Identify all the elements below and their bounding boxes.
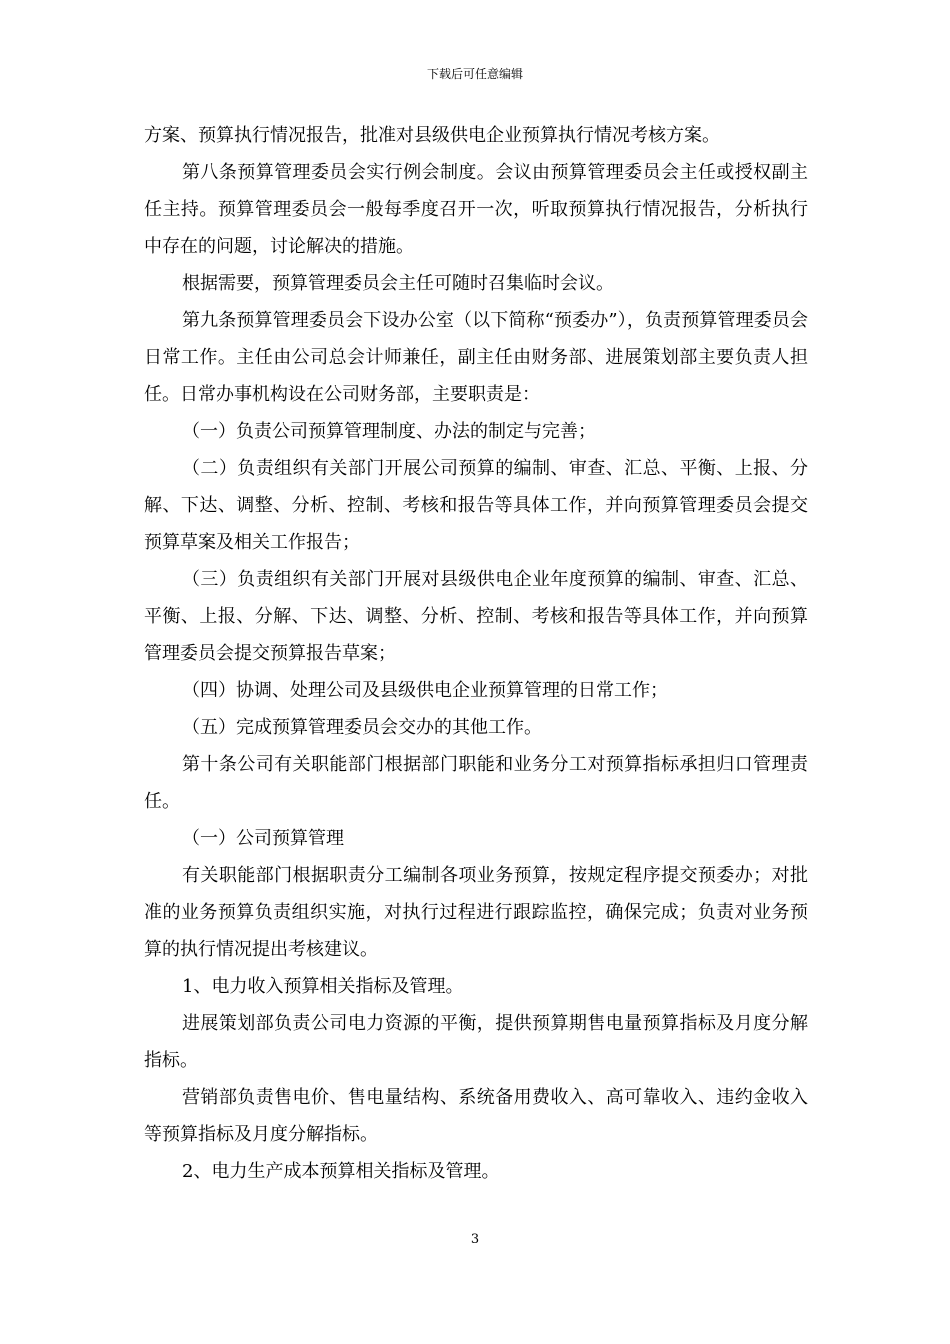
- page-number: 3: [470, 1232, 480, 1247]
- paragraph: 第十条公司有关职能部门根据部门职能和业务分工对预算指标承担归口管理责任。: [144, 754, 808, 812]
- paragraph: （一）负责公司预算管理制度、办法的制定与完善；: [182, 421, 596, 442]
- paragraph: （五）完成预算管理委员会交办的其他工作。: [182, 717, 542, 738]
- paragraph: 2、电力生产成本预算相关指标及管理。: [182, 1161, 500, 1182]
- paragraph: （三）负责组织有关部门开展对县级供电企业年度预算的编制、审查、汇总、平衡、上报、分解、下达、调整、分析、控制、考核和报告等具体工作，并向预算管理委员会提交预算报告草案；: [144, 569, 808, 664]
- document-body: [144, 117, 808, 1190]
- page-header: 下载后可任意编辑: [426, 67, 523, 81]
- paragraph: 第八条预算管理委员会实行例会制度。会议由预算管理委员会主任或授权副主任主持。预算管理委员会一般每季度召开一次，听取预算执行情况报告，分析执行中存在的问题，讨论解决的措施。: [144, 162, 808, 257]
- paragraph: （四）协调、处理公司及县级供电企业预算管理的日常工作；: [182, 680, 668, 701]
- paragraph: （一）公司预算管理: [182, 828, 344, 849]
- paragraph: 进展策划部负责公司电力资源的平衡，提供预算期售电量预算指标及月度分解指标。: [144, 1013, 808, 1071]
- paragraph: 营销部负责售电价、售电量结构、系统备用费收入、高可靠收入、违约金收入等预算指标及月度分解指标。: [144, 1087, 808, 1145]
- paragraph: 第九条预算管理委员会下设办公室（以下简称“预委办”），负责预算管理委员会日常工作。主任由公司总会计师兼任，副主任由财务部、进展策划部主要负责人担任。日常办事机构设在公司财务部，主要职责是：: [144, 310, 808, 405]
- paragraph: （二）负责组织有关部门开展公司预算的编制、审查、汇总、平衡、上报、分解、下达、调整、分析、控制、考核和报告等具体工作，并向预算管理委员会提交预算草案及相关工作报告；: [144, 458, 808, 553]
- paragraph: 有关职能部门根据职责分工编制各项业务预算，按规定程序提交预委办；对批准的业务预算负责组织实施，对执行过程进行跟踪监控，确保完成；负责对业务预算的执行情况提出考核建议。: [144, 865, 808, 960]
- paragraph: 方案、预算执行情况报告，批准对县级供电企业预算执行情况考核方案。: [144, 125, 720, 146]
- paragraph: 1、电力收入预算相关指标及管理。: [182, 976, 464, 997]
- paragraph: 根据需要，预算管理委员会主任可随时召集临时会议。: [182, 273, 614, 294]
